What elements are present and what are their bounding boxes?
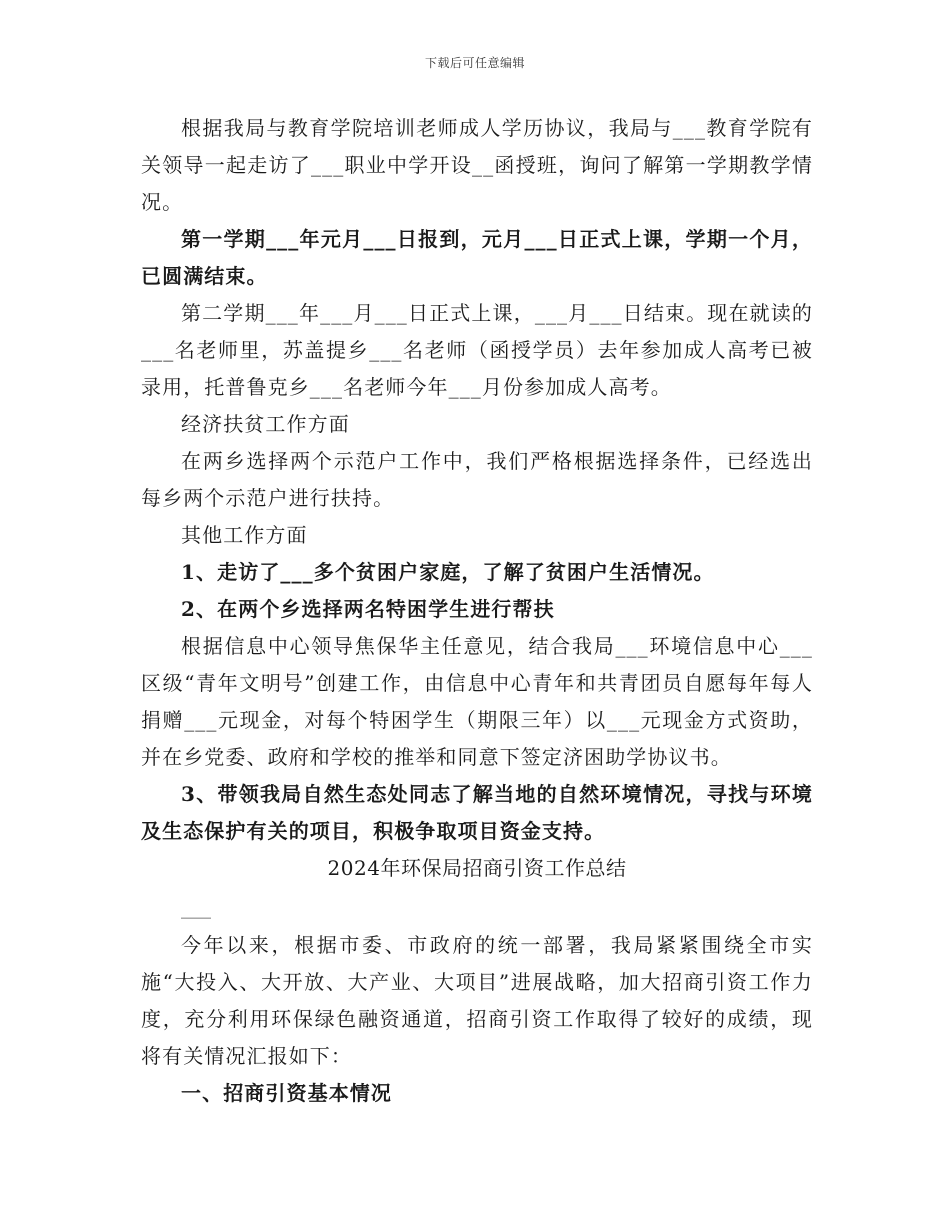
paragraph-heading-1: 一、招商引资基本情况 <box>181 1081 392 1105</box>
paragraph-heading-other: 其他工作方面 <box>181 523 308 547</box>
paragraph-3: 第二学期___年___月___日正式上课，___月___日结束。现在就读的___名老师里，苏盖提乡___名老师（函授学员）去年参加成人高考已被录用，托普鲁克乡___名老师今年___月份参加成人高考。 <box>141 301 813 399</box>
paragraph-5: 在两乡选择两个示范户工作中，我们严格根据选择条件，已经选出每乡两个示范户进行扶持。 <box>141 449 813 510</box>
paragraph-item-3: 3、带领我局自然生态处同志了解当地的自然环境情况，寻找与环境及生态保护有关的项目，积极争取项目资金支持。 <box>141 782 813 843</box>
paragraph-9: 根据信息中心领导焦保华主任意见，结合我局___环境信息中心___区级“青年文明号”创建工作，由信息中心青年和共青团员自愿每年每人捐赠___元现金，对每个特困学生（期限三年）以___元现金方式资助，并在乡党委、政府和学校的推举和同意下签定济困助学协议书。 <box>141 634 813 769</box>
paragraph-1: 根据我局与教育学院培训老师成人学历协议，我局与___教育学院有关领导一起走访了___职业中学开设__函授班，询问了解第一学期教学情况。 <box>141 116 813 214</box>
paragraph-2: 第一学期___年元月___日报到，元月___日正式上课，学期一个月，已圆满结束。 <box>141 227 813 288</box>
header-note: 下载后可任意编辑 <box>424 56 525 70</box>
paragraph-item-2: 2、在两个乡选择两名特困学生进行帮扶 <box>181 597 555 621</box>
paragraph-item-1: 1、走访了___多个贫困户家庭，了解了贫困户生活情况。 <box>181 560 715 584</box>
blank-marker: ___ <box>181 895 211 919</box>
paragraph-heading-economic: 经济扶贫工作方面 <box>181 412 350 436</box>
document-body <box>141 110 813 1112</box>
paragraph-intro: 今年以来，根据市委、市政府的统一部署，我局紧紧围绕全市实施“大投入、大开放、大产业、大项目”进展战略，加大招商引资工作力度，充分利用环保绿色融资通道，招商引资工作取得了较好的成绩，现将有关情况汇报如下： <box>141 933 813 1068</box>
section-title: 2024年环保局招商引资工作总结 <box>327 856 627 880</box>
